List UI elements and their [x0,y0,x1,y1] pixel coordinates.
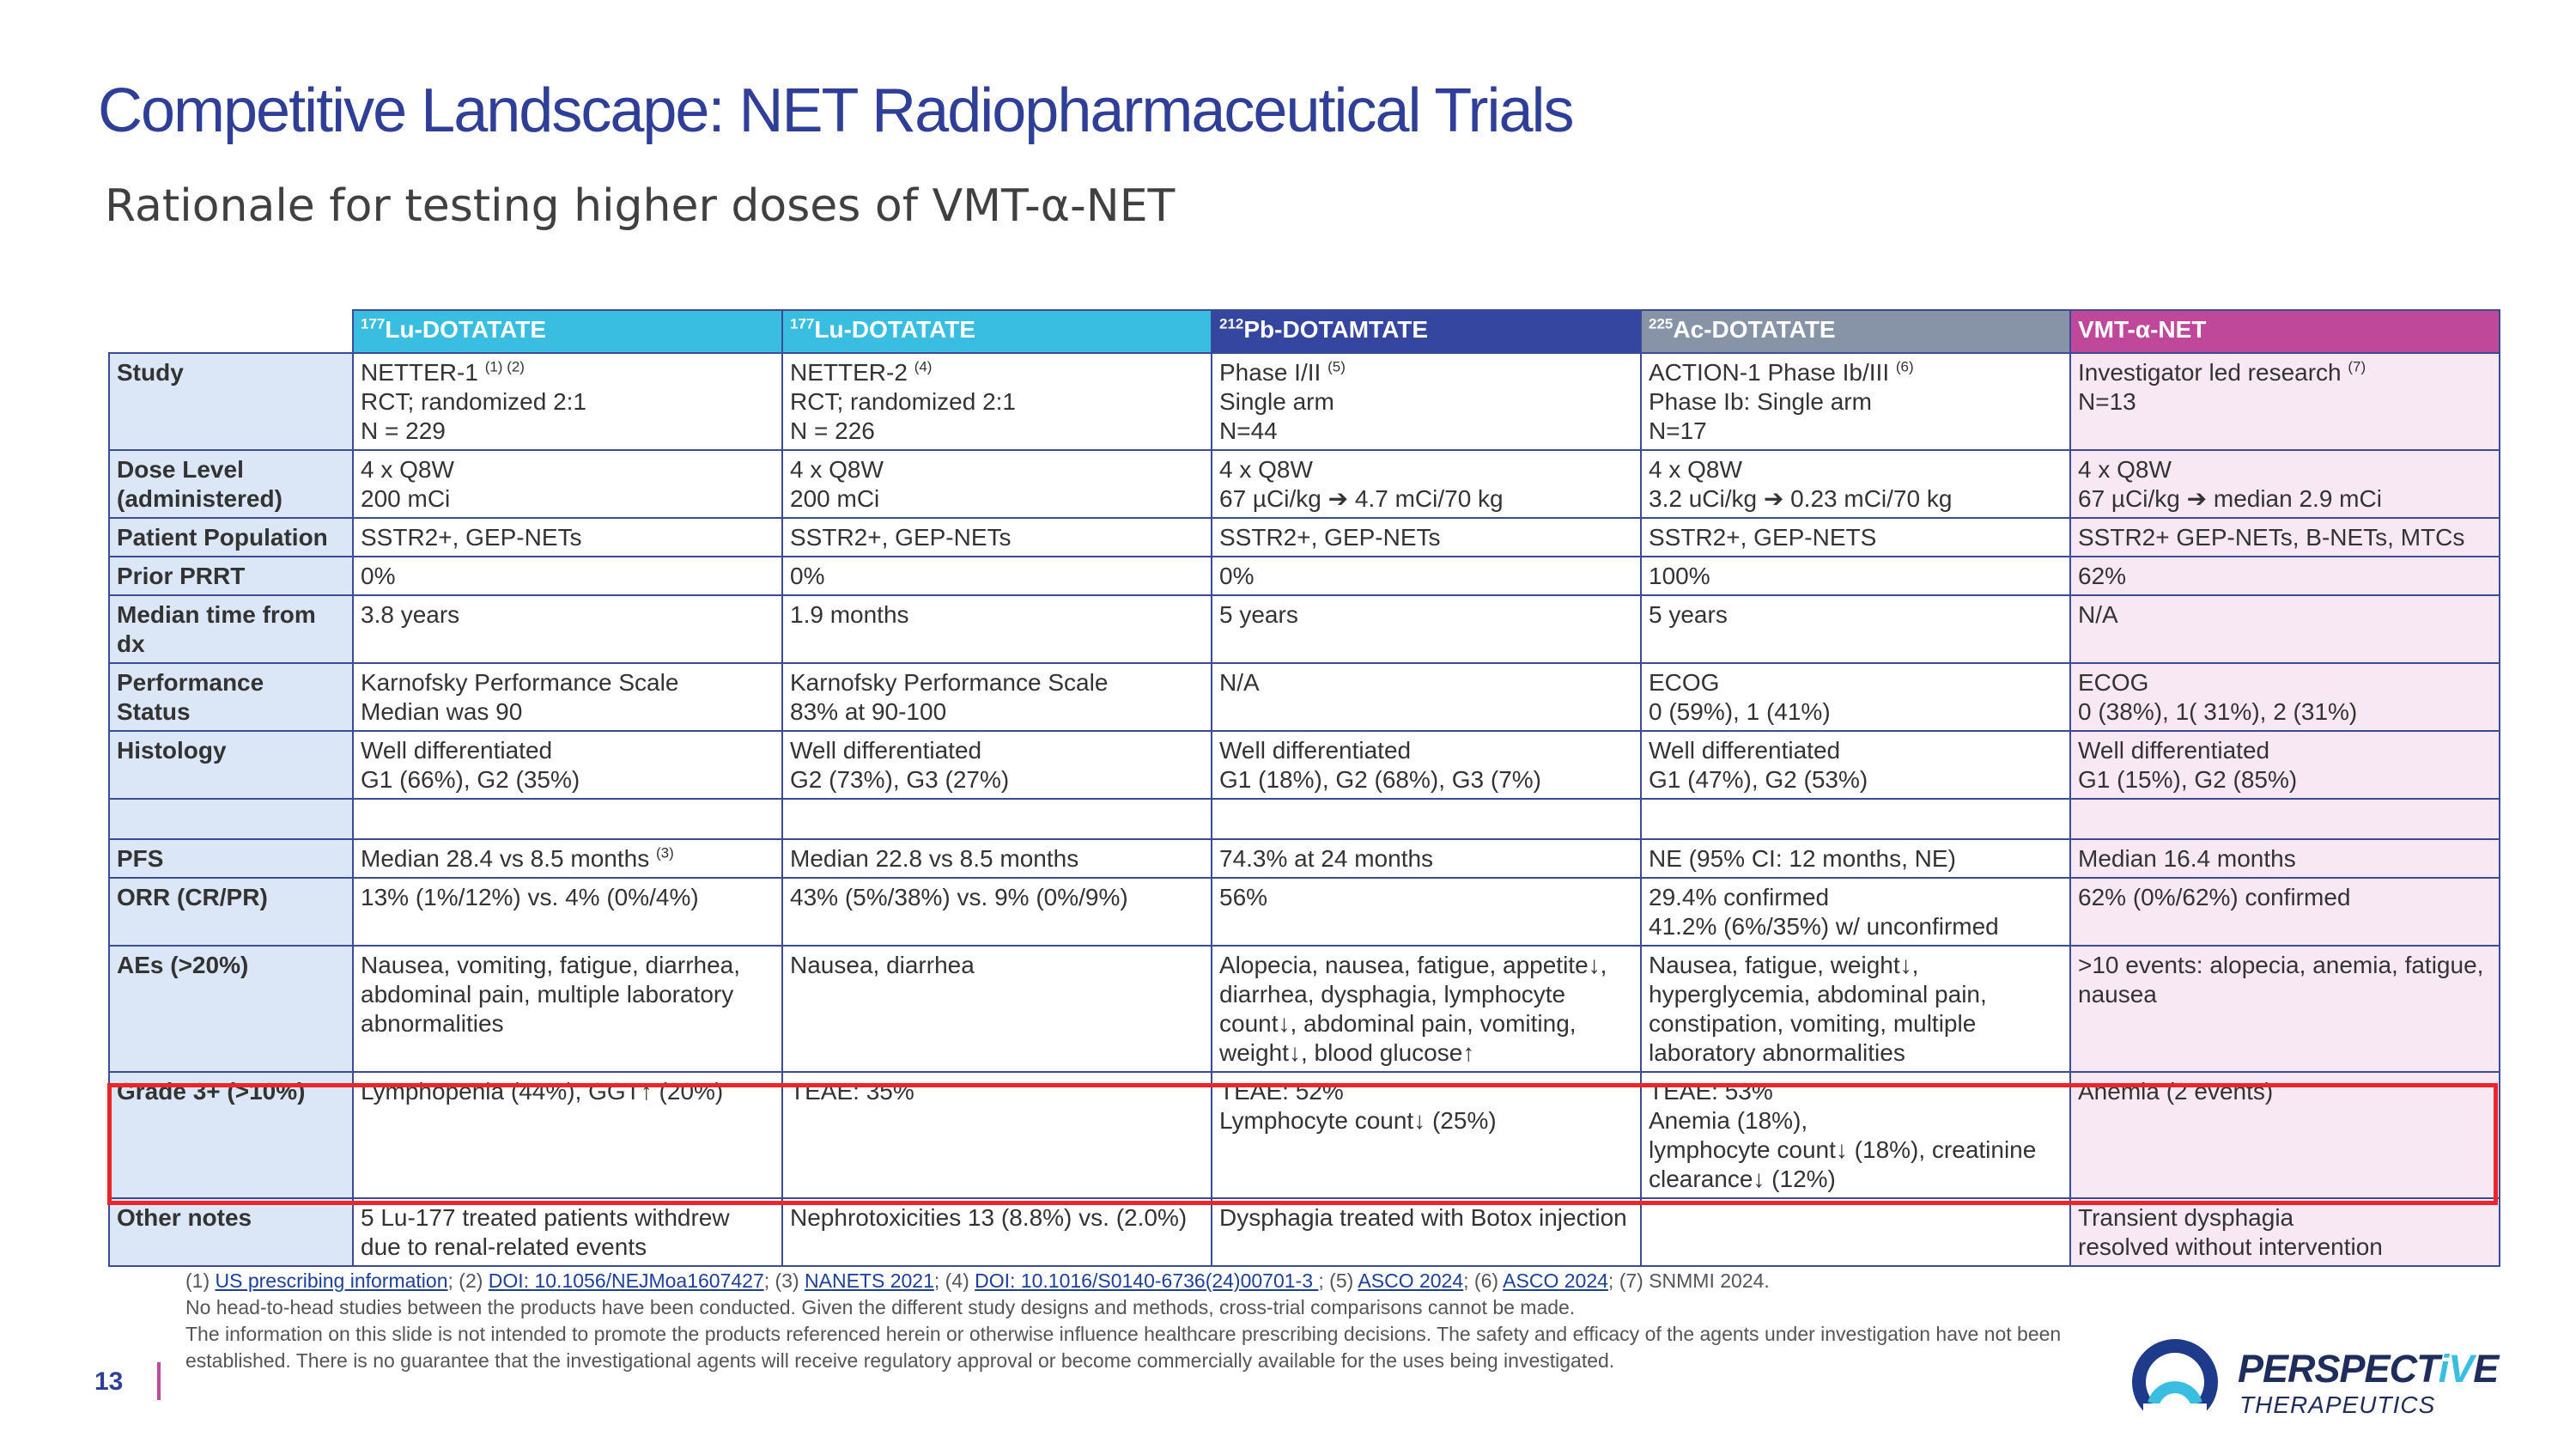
table-cell: ECOG 0 (38%), 1( 31%), 2 (31%) [2070,663,2500,731]
empty-cell [782,799,1212,839]
table-cell: Phase I/II $^{(5)}$ Single arm N=44 [1212,353,1641,450]
table-row-other-notes [109,1198,2500,1266]
table-cell: 4 x Q8W 3.2 uCi/kg ➔ 0.23 mCi/70 kg [1641,450,2070,518]
table-cell: Investigator led research $^{(7)}$ N=13 [2070,353,2500,450]
table-cell: Median 16.4 months [2070,839,2500,878]
table-cell: Lymphopenia (44%), GGT↑ (20%) [353,1072,782,1198]
table-cell: TEAE: 53% Anemia (18%), lymphocyte count↓ (18%), creatinine clearance↓ (12%) [1641,1072,2070,1198]
table-cell: 5 years [1641,595,2070,663]
column-header-lu-dotatate-1: $^{177}$Lu-DOTATATE [353,310,782,353]
comparison-table [108,309,2500,1267]
table-cell: SSTR2+, GEP-NETs [782,518,1212,557]
reference-link-3[interactable]: NANETS 2021 [805,1269,934,1292]
column-header-lu-dotatate-2: $^{177}$Lu-DOTATATE [782,310,1212,353]
table-row-grade-3-plus [109,1072,2500,1198]
row-label: Performance Status [109,663,353,731]
table-cell [1641,1198,2070,1266]
table-cell: 74.3% at 24 months [1212,839,1641,878]
row-label: Median time from dx [109,595,353,663]
reference-link-5[interactable]: ASCO 2024 [1358,1269,1464,1292]
table-cell: Anemia (2 events) [2070,1072,2500,1198]
perspective-therapeutics-logo [2128,1335,2506,1429]
table-cell: TEAE: 52% Lymphocyte count↓ (25%) [1212,1072,1641,1198]
reference-link-6[interactable]: ASCO 2024 [1503,1269,1608,1292]
table-cell: Well differentiated G1 (15%), G2 (85%) [2070,731,2500,799]
reference-link-1[interactable]: US prescribing information [215,1269,448,1292]
table-header-row [109,310,2500,353]
row-label: Prior PRRT [109,557,353,595]
table-row-spacer [109,799,2500,839]
table-cell: 0% [353,557,782,595]
table-cell: SSTR2+, GEP-NETs [1212,518,1641,557]
row-label: Dose Level (administered) [109,450,353,518]
table-cell: N/A [2070,595,2500,663]
logo-tagline: THERAPEUTICS [2239,1391,2436,1418]
table-cell: SSTR2+, GEP-NETS [1641,518,2070,557]
table-cell: Well differentiated G1 (66%), G2 (35%) [353,731,782,799]
table-cell: Median 22.8 vs 8.5 months [782,839,1212,878]
row-label: PFS [109,839,353,878]
table-row-dose-level [109,450,2500,518]
table-cell: 29.4% confirmed 41.2% (6%/35%) w/ unconfirmed [1641,878,2070,946]
table-cell: Karnofsky Performance Scale 83% at 90-100 [782,663,1212,731]
table-cell: Nephrotoxicities 13 (8.8%) vs. (2.0%) [782,1198,1212,1266]
table-cell: 43% (5%/38%) vs. 9% (0%/9%) [782,878,1212,946]
row-label: ORR (CR/PR) [109,878,353,946]
table-cell: NETTER-2 $^{(4)}$ RCT; randomized 2:1 N = 226 [782,353,1212,450]
table-cell: 5 Lu-177 treated patients withdrew due to renal-related events [353,1198,782,1266]
column-header-ac-dotatate: $^{225}$Ac-DOTATATE [1641,310,2070,353]
table-cell: 5 years [1212,595,1641,663]
slide-subtitle: Rationale for testing higher doses of VMT-α-NET [105,180,1176,232]
table-cell: 0% [782,557,1212,595]
table-cell: 62% (0%/62%) confirmed [2070,878,2500,946]
table-cell: TEAE: 35% [782,1072,1212,1198]
table-cell: Nausea, fatigue, weight↓, hyperglycemia, abdominal pain, constipation, vomiting, multiple laboratory abnormalities [1641,946,2070,1072]
table-cell: N/A [1212,663,1641,731]
footnotes [185,1268,2109,1374]
row-label: AEs (>20%) [109,946,353,1072]
table-cell: Nausea, diarrhea [782,946,1212,1072]
table-cell: 3.8 years [353,595,782,663]
table-cell: Well differentiated G2 (73%), G3 (27%) [782,731,1212,799]
table-cell: Karnofsky Performance Scale Median was 90 [353,663,782,731]
table-row-histology [109,731,2500,799]
header-blank-cell [109,310,353,353]
footnote-references: (1) US prescribing information; (2) DOI: 10.1056/NEJMoa1607427; (3) NANETS 2021; (4) DOI: 10.1016/S0140-6736(24)00701-3 ; (5) ASCO 2024; (6) ASCO 2024; (7) SNMMI 2024. [185,1269,1770,1292]
table-cell: 4 x Q8W 67 µCi/kg ➔ median 2.9 mCi [2070,450,2500,518]
table-cell: Median 28.4 vs 8.5 months $^{(3)}$ [353,839,782,878]
page-number: 13 [94,1367,124,1396]
row-label: Study [109,353,353,450]
table-cell: SSTR2+ GEP-NETs, B-NETs, MTCs [2070,518,2500,557]
table-cell: Alopecia, nausea, fatigue, appetite↓, diarrhea, dysphagia, lymphocyte count↓, abdominal pain, vomiting, weight↓, blood glucose↑ [1212,946,1641,1072]
table-row-study [109,353,2500,450]
table-row-median-time-from-dx [109,595,2500,663]
table-cell: SSTR2+, GEP-NETs [353,518,782,557]
slide-title: Competitive Landscape: NET Radiopharmaceutical Trials [98,76,1573,145]
row-label: Other notes [109,1198,353,1266]
table-cell: 4 x Q8W 67 µCi/kg ➔ 4.7 mCi/70 kg [1212,450,1641,518]
empty-cell [109,799,353,839]
table-cell: ACTION-1 Phase Ib/III $^{(6)}$ Phase Ib: Single arm N=17 [1641,353,2070,450]
table-row-pfs [109,839,2500,878]
table-row-prior-prrt [109,557,2500,595]
logo-wordmark: PERSPECTiVE [2238,1347,2499,1391]
footnote-disclaimer-promotion: The information on this slide is not intended to promote the products referenced herein or otherwise influence healthcare prescribing decisions. The safety and efficacy of the agents under investigation have not been established. There is no guarantee that the investigational agents will receive regulatory approval or become commercially available for the uses being investigated. [185,1323,2062,1372]
table-cell: NETTER-1 $^{(1) (2)}$ RCT; randomized 2:1 N = 229 [353,353,782,450]
empty-cell [1641,799,2070,839]
reference-link-2[interactable]: DOI: 10.1056/NEJMoa1607427 [488,1269,764,1292]
row-label: Grade 3+ (>10%) [109,1072,353,1198]
table-cell: Well differentiated G1 (18%), G2 (68%), G3 (7%) [1212,731,1641,799]
table-cell: 100% [1641,557,2070,595]
perspective-logo-icon [2128,1335,2222,1429]
table-row-orr [109,878,2500,946]
empty-cell [1212,799,1641,839]
empty-cell [2070,799,2500,839]
table-row-patient-population [109,518,2500,557]
table-cell: 4 x Q8W 200 mCi [353,450,782,518]
table-cell: Transient dysphagia resolved without intervention [2070,1198,2500,1266]
row-label: Histology [109,731,353,799]
table-cell: Well differentiated G1 (47%), G2 (53%) [1641,731,2070,799]
table-cell: Nausea, vomiting, fatigue, diarrhea, abdominal pain, multiple laboratory abnormalities [353,946,782,1072]
table-cell: ECOG 0 (59%), 1 (41%) [1641,663,2070,731]
table-cell: 56% [1212,878,1641,946]
table-row-aes [109,946,2500,1072]
column-header-vmt-alpha-net: VMT-α-NET [2070,310,2500,353]
footnote-disclaimer-comparison: No head-to-head studies between the products have been conducted. Given the different study designs and methods, cross-trial comparisons cannot be made. [185,1296,1576,1318]
empty-cell [353,799,782,839]
row-label: Patient Population [109,518,353,557]
table-cell: 13% (1%/12%) vs. 4% (0%/4%) [353,878,782,946]
table-cell: >10 events: alopecia, anemia, fatigue, nausea [2070,946,2500,1072]
table-cell: 4 x Q8W 200 mCi [782,450,1212,518]
table-cell: 62% [2070,557,2500,595]
table-cell: Dysphagia treated with Botox injection [1212,1198,1641,1266]
table-row-performance-status [109,663,2500,731]
table-cell: 1.9 months [782,595,1212,663]
table-cell: NE (95% CI: 12 months, NE) [1641,839,2070,878]
table-cell: 0% [1212,557,1641,595]
page-number-divider [157,1362,161,1400]
column-header-pb-dotamtate: $^{212}$Pb-DOTAMTATE [1212,310,1641,353]
reference-link-4[interactable]: DOI: 10.1016/S0140-6736(24)00701-3 [975,1269,1319,1292]
